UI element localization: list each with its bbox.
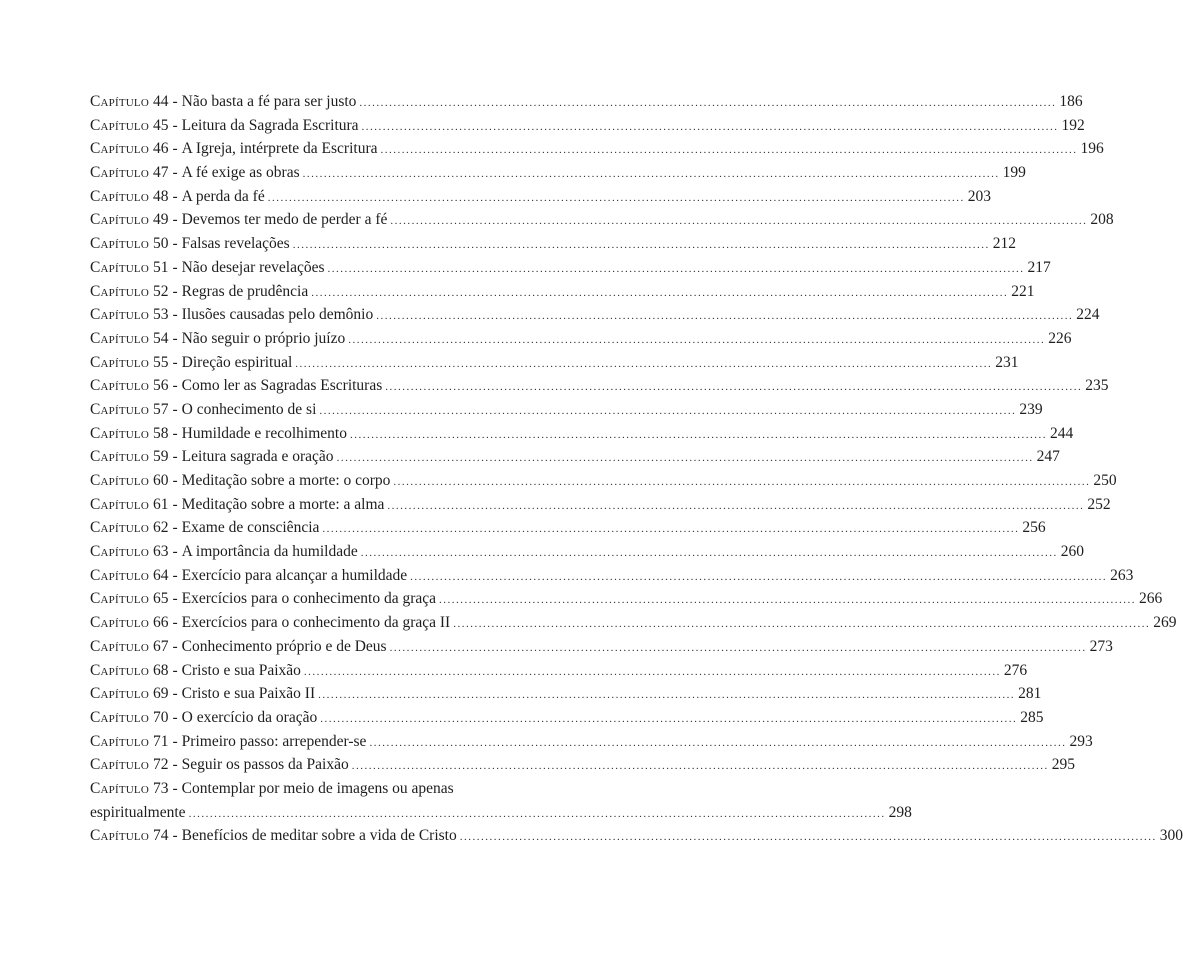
chapter-number: 52	[153, 282, 169, 300]
chapter-title-continuation: espiritualmente	[90, 803, 186, 821]
dot-leader	[311, 282, 1008, 306]
dot-leader	[410, 566, 1107, 590]
dot-leader	[460, 826, 1157, 850]
chapter-label: Capítulo	[90, 424, 149, 442]
dot-leader	[303, 163, 1000, 187]
chapter-number: 54	[153, 329, 169, 347]
chapter-title: Seguir os passos da Paixão	[181, 756, 349, 774]
chapter-separator: -	[172, 187, 178, 205]
chapter-title: Primeiro passo: arrepender-se	[181, 732, 367, 750]
page-number: 276	[1003, 661, 1028, 679]
dot-leader	[337, 447, 1034, 471]
chapter-separator: -	[172, 377, 178, 395]
toc-entry	[90, 587, 1163, 611]
chapter-number: 74	[153, 827, 169, 845]
chapter-separator: -	[172, 140, 178, 158]
toc-entry	[90, 493, 1111, 517]
toc-entry	[90, 398, 1043, 422]
dot-leader	[318, 684, 1015, 708]
page-number: 208	[1090, 211, 1114, 229]
toc-entry	[90, 422, 1074, 446]
page-number: 295	[1051, 756, 1075, 774]
chapter-number: 63	[153, 543, 169, 561]
chapter-separator: -	[172, 614, 178, 632]
chapter-label: Capítulo	[90, 732, 149, 750]
page-number: 285	[1020, 708, 1044, 726]
chapter-label: Capítulo	[90, 661, 149, 679]
chapter-label: Capítulo	[90, 472, 149, 489]
dot-leader	[453, 613, 1150, 637]
chapter-number: 57	[153, 400, 169, 418]
chapter-number: 64	[153, 566, 169, 584]
dot-leader	[359, 92, 1056, 116]
page-number: 252	[1087, 495, 1111, 513]
chapter-title: O conhecimento de si	[181, 400, 317, 418]
chapter-separator: -	[172, 637, 178, 655]
dot-leader	[320, 708, 1017, 732]
page-number: 196	[1080, 140, 1104, 158]
dot-leader	[387, 495, 1084, 519]
toc-entry	[90, 161, 1026, 185]
chapter-title: Devemos ter medo de perder a fé	[181, 211, 388, 229]
chapter-title: Exercício para alcançar a humildade	[181, 566, 408, 584]
dot-leader	[268, 187, 965, 211]
chapter-label: Capítulo	[90, 543, 149, 561]
chapter-separator: -	[172, 353, 178, 371]
toc-entry	[90, 564, 1134, 588]
toc-entry	[90, 351, 1019, 375]
chapter-label: Capítulo	[90, 140, 149, 158]
page-number: 239	[1019, 400, 1043, 418]
dot-leader	[369, 732, 1066, 756]
dot-leader	[390, 210, 1087, 234]
chapter-separator: -	[172, 282, 178, 300]
dot-leader	[376, 305, 1073, 329]
chapter-separator: -	[172, 164, 178, 182]
chapter-separator: -	[172, 424, 178, 442]
chapter-title: Benefícios de meditar sobre a vida de Cristo	[181, 827, 457, 845]
chapter-separator: -	[172, 590, 178, 608]
dot-leader	[293, 234, 990, 258]
chapter-title: Falsas revelações	[181, 235, 290, 253]
dot-leader	[439, 589, 1136, 613]
chapter-separator: -	[172, 756, 178, 774]
toc-entry	[90, 635, 1113, 659]
chapter-label: Capítulo	[90, 590, 149, 608]
chapter-title: Como ler as Sagradas Escrituras	[181, 377, 383, 395]
chapter-label: Capítulo	[90, 756, 149, 774]
chapter-label: Capítulo	[90, 779, 149, 797]
chapter-number: 71	[153, 732, 169, 750]
page-number: 300	[1159, 827, 1183, 845]
chapter-separator: -	[172, 116, 178, 134]
chapter-label: Capítulo	[90, 353, 149, 371]
chapter-title: Meditação sobre a morte: a alma	[181, 495, 385, 513]
toc-entry	[90, 824, 1183, 848]
toc-entry	[90, 114, 1085, 138]
page-number: 235	[1085, 377, 1109, 395]
chapter-separator: -	[172, 566, 178, 584]
chapter-separator: -	[172, 448, 178, 466]
chapter-number: 51	[153, 258, 169, 276]
chapter-title: A Igreja, intérprete da Escritura	[181, 140, 378, 158]
chapter-number: 48	[153, 187, 169, 205]
toc-entry	[90, 753, 1075, 777]
chapter-number: 55	[153, 353, 169, 371]
toc-entry	[90, 682, 1042, 706]
page-number: 293	[1069, 732, 1093, 750]
dot-leader	[380, 139, 1077, 163]
chapter-title: Exame de consciência	[181, 519, 320, 537]
toc-entry	[90, 256, 1051, 280]
chapter-number: 69	[153, 685, 169, 703]
chapter-number: 66	[153, 614, 169, 632]
page-number: 298	[888, 803, 912, 821]
chapter-title: Não basta a fé para ser justo	[181, 93, 357, 110]
dot-leader	[352, 755, 1049, 779]
chapter-separator: -	[172, 306, 178, 324]
chapter-label: Capítulo	[90, 708, 149, 726]
toc-entry	[90, 327, 1072, 351]
page-number: 247	[1036, 448, 1060, 466]
chapter-separator: -	[172, 685, 178, 703]
chapter-label: Capítulo	[90, 377, 149, 395]
toc-entry	[90, 730, 1093, 754]
chapter-number: 60	[153, 472, 169, 489]
chapter-title: Cristo e sua Paixão II	[181, 685, 316, 703]
toc-entry	[90, 232, 1016, 256]
page-number: 250	[1093, 472, 1117, 489]
dot-leader	[350, 424, 1047, 448]
dot-leader	[362, 116, 1059, 140]
chapter-separator: -	[172, 827, 178, 845]
chapter-separator: -	[172, 472, 178, 489]
toc-entry	[90, 516, 1046, 540]
toc-entry	[90, 303, 1100, 327]
chapter-number: 70	[153, 708, 169, 726]
chapter-number: 61	[153, 495, 169, 513]
chapter-label: Capítulo	[90, 306, 149, 324]
chapter-number: 72	[153, 756, 169, 774]
chapter-title: Cristo e sua Paixão	[181, 661, 301, 679]
page-number: 217	[1027, 258, 1051, 276]
chapter-number: 73	[153, 779, 169, 797]
chapter-title: Exercícios para o conhecimento da graça II	[181, 614, 451, 632]
chapter-number: 58	[153, 424, 169, 442]
chapter-separator: -	[172, 779, 178, 797]
chapter-label: Capítulo	[90, 235, 149, 253]
chapter-label: Capítulo	[90, 116, 149, 134]
chapter-separator: -	[172, 93, 178, 110]
page-number: 199	[1002, 164, 1026, 182]
chapter-number: 67	[153, 637, 169, 655]
page-number: 224	[1076, 306, 1100, 324]
toc-entry	[90, 469, 1117, 493]
chapter-label: Capítulo	[90, 400, 149, 418]
chapter-label: Capítulo	[90, 495, 149, 513]
chapter-label: Capítulo	[90, 685, 149, 703]
chapter-title: Contemplar por meio de imagens ou apenas	[181, 779, 454, 797]
chapter-label: Capítulo	[90, 258, 149, 276]
chapter-title: Leitura da Sagrada Escritura	[181, 116, 359, 134]
chapter-title: Direção espiritual	[181, 353, 293, 371]
chapter-title: Regras de prudência	[181, 282, 309, 300]
chapter-title: Não desejar revelações	[181, 258, 325, 276]
dot-leader	[385, 376, 1082, 400]
toc-entry	[90, 374, 1109, 398]
chapter-number: 65	[153, 590, 169, 608]
toc-entry	[90, 540, 1084, 564]
chapter-number: 49	[153, 211, 169, 229]
page-number: 226	[1048, 329, 1072, 347]
chapter-separator: -	[172, 211, 178, 229]
toc-entry	[90, 611, 1177, 635]
chapter-title: O exercício da oração	[181, 708, 318, 726]
dot-leader	[348, 329, 1045, 353]
dot-leader	[304, 661, 1001, 685]
chapter-number: 46	[153, 140, 169, 158]
toc-entry	[90, 185, 991, 209]
page-number: 256	[1022, 519, 1046, 537]
chapter-number: 56	[153, 377, 169, 395]
chapter-separator: -	[172, 495, 178, 513]
chapter-number: 45	[153, 116, 169, 134]
toc-entry	[90, 208, 1114, 232]
page-number: 266	[1139, 590, 1163, 608]
dot-leader	[393, 471, 1090, 495]
chapter-title: Conhecimento próprio e de Deus	[181, 637, 387, 655]
dot-leader	[189, 803, 886, 827]
page-number: 231	[995, 353, 1019, 371]
chapter-label: Capítulo	[90, 211, 149, 229]
toc-entry	[90, 777, 912, 824]
chapter-label: Capítulo	[90, 164, 149, 182]
chapter-separator: -	[172, 235, 178, 253]
dot-leader	[319, 400, 1016, 424]
chapter-label: Capítulo	[90, 329, 149, 347]
page-number: 244	[1049, 424, 1074, 442]
chapter-title: A perda da fé	[181, 187, 265, 205]
chapter-number: 47	[153, 164, 169, 182]
chapter-title: Exercícios para o conhecimento da graça	[181, 590, 436, 608]
page-number: 186	[1059, 93, 1083, 110]
chapter-label: Capítulo	[90, 566, 149, 584]
chapter-number: 59	[153, 448, 169, 466]
toc-entry	[90, 137, 1104, 161]
table-of-contents	[90, 90, 1183, 848]
toc-entry	[90, 280, 1035, 304]
chapter-separator: -	[172, 400, 178, 418]
chapter-label: Capítulo	[90, 187, 149, 205]
chapter-separator: -	[172, 258, 178, 276]
toc-entry	[90, 659, 1028, 683]
page-number: 281	[1018, 685, 1042, 703]
chapter-title: Não seguir o próprio juízo	[181, 329, 346, 347]
page-number: 212	[992, 235, 1016, 253]
chapter-title: Leitura sagrada e oração	[181, 448, 334, 466]
chapter-separator: -	[172, 708, 178, 726]
chapter-label: Capítulo	[90, 637, 149, 655]
chapter-number: 68	[153, 661, 169, 679]
toc-entry	[90, 445, 1060, 469]
chapter-separator: -	[172, 661, 178, 679]
page-number: 192	[1061, 116, 1085, 134]
dot-leader	[322, 518, 1019, 542]
chapter-label: Capítulo	[90, 93, 149, 110]
dot-leader	[390, 637, 1087, 661]
page-number: 263	[1110, 566, 1134, 584]
page-number: 260	[1060, 543, 1084, 561]
chapter-label: Capítulo	[90, 827, 149, 845]
chapter-number: 50	[153, 235, 169, 253]
chapter-separator: -	[172, 519, 178, 537]
page-number: 269	[1153, 614, 1177, 632]
chapter-label: Capítulo	[90, 282, 149, 300]
chapter-label: Capítulo	[90, 519, 149, 537]
toc-entry	[90, 706, 1044, 730]
chapter-number: 62	[153, 519, 169, 537]
chapter-number: 44	[153, 93, 169, 110]
chapter-separator: -	[172, 543, 178, 561]
chapter-title: Ilusões causadas pelo demônio	[181, 306, 374, 324]
chapter-title: Humildade e recolhimento	[181, 424, 347, 442]
page-number: 221	[1011, 282, 1035, 300]
chapter-title: Meditação sobre a morte: o corpo	[181, 472, 391, 489]
toc-entry	[90, 90, 1083, 114]
dot-leader	[295, 353, 992, 377]
page-number: 273	[1089, 637, 1113, 655]
chapter-separator: -	[172, 329, 178, 347]
chapter-number: 53	[153, 306, 169, 324]
chapter-title: A importância da humildade	[181, 543, 358, 561]
dot-leader	[361, 542, 1058, 566]
chapter-separator: -	[172, 732, 178, 750]
chapter-label: Capítulo	[90, 614, 149, 632]
page-number: 203	[967, 187, 991, 205]
chapter-label: Capítulo	[90, 448, 149, 466]
chapter-title: A fé exige as obras	[181, 164, 300, 182]
dot-leader	[328, 258, 1025, 282]
